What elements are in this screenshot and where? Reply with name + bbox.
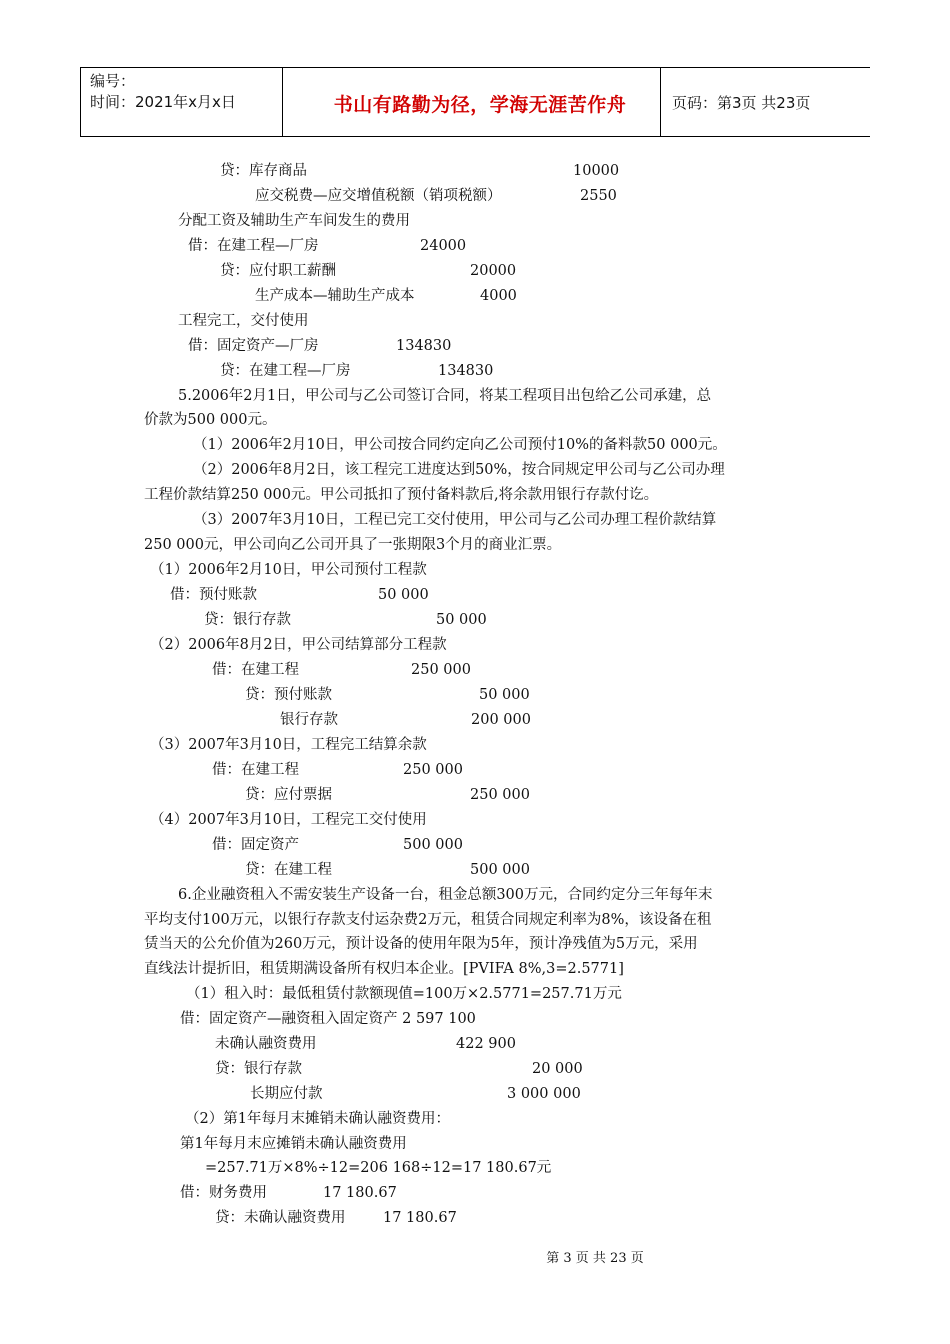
text-line: 应交税费—应交增值税额（销项税额） — [255, 188, 502, 204]
text-line: 工程完工，交付使用 — [178, 313, 309, 329]
text-line: （2）2006年8月2日，甲公司结算部分工程款 — [150, 637, 447, 653]
text-line: 贷：应付票据 — [245, 787, 332, 803]
text-line: 贷：银行存款 — [204, 612, 291, 628]
text-line: 平均支付100万元，以银行存款支付运杂费2万元，租赁合同规定利率为8%，该设备在租 — [144, 912, 712, 928]
text-line: 贷：预付账款 — [245, 687, 332, 703]
header-motto: 书山有路勤为径，学海无涯苦作舟 — [333, 94, 627, 116]
entry-amount: 200 000 — [471, 712, 531, 728]
entry-amount: 500 000 — [403, 837, 463, 853]
text-line: 5.2006年2月1日，甲公司与乙公司签订合同，将某工程项目出包给乙公司承建，总 — [178, 388, 712, 404]
text-line: 贷：在建工程 — [245, 862, 332, 878]
text-line: 贷：应付职工薪酬 — [220, 263, 336, 279]
text-line: 借：预付账款 — [170, 587, 257, 603]
text-line: 生产成本—辅助生产成本 — [255, 288, 415, 304]
time-label: 时间：2021年x月x日 — [90, 93, 236, 111]
text-line: （1）2006年2月10日，甲公司按合同约定向乙公司预付10%的备料款50 000元。 — [193, 437, 727, 453]
entry-amount: 2550 — [580, 188, 617, 204]
page-footer: 第 3 页 共 23 页 — [546, 1251, 644, 1266]
entry-amount: 10000 — [573, 163, 620, 179]
entry-amount: 134830 — [396, 338, 452, 354]
entry-amount: 50 000 — [378, 587, 429, 603]
entry-amount: 250 000 — [411, 662, 471, 678]
text-line: （3）2007年3月10日，工程已完工交付使用，甲公司与乙公司办理工程价款结算 — [193, 512, 717, 528]
entry-amount: 422 900 — [456, 1036, 516, 1052]
text-line: 借：在建工程 — [212, 662, 299, 678]
entry-amount: 20000 — [470, 263, 517, 279]
entry-amount: 20 000 — [532, 1061, 583, 1077]
text-line: 借：固定资产—融资租入固定资产 2 597 100 — [180, 1011, 476, 1027]
entry-amount: 17 180.67 — [323, 1185, 397, 1201]
text-line: 6.企业融资租入不需安装生产设备一台，租金总额300万元，合同约定分三年每年末 — [178, 887, 713, 903]
code-label: 编号： — [90, 72, 136, 90]
page-header — [80, 67, 870, 137]
entry-amount: 24000 — [420, 238, 467, 254]
text-line: 银行存款 — [280, 712, 338, 728]
entry-amount: 134830 — [438, 363, 494, 379]
header-page-info: 页码：第3页 共23页 — [672, 94, 811, 112]
text-line: 借：固定资产 — [212, 837, 299, 853]
text-line: 借：财务费用 — [180, 1185, 267, 1201]
entry-amount: 4000 — [480, 288, 517, 304]
text-line: 借：在建工程—厂房 — [188, 238, 319, 254]
entry-amount: 3 000 000 — [507, 1086, 581, 1102]
text-line: 直线法计提折旧，租赁期满设备所有权归本企业。[PVIFA 8%,3=2.5771] — [144, 961, 624, 977]
text-line: 借：在建工程 — [212, 762, 299, 778]
text-line: =257.71万×8%÷12=206 168÷12=17 180.67元 — [205, 1160, 552, 1176]
text-line: 贷：银行存款 — [215, 1061, 302, 1077]
text-line: 250 000元，甲公司向乙公司开具了一张期限3个月的商业汇票。 — [144, 537, 562, 553]
text-line: 未确认融资费用 — [215, 1036, 317, 1052]
header-meta — [90, 71, 236, 113]
text-line: 长期应付款 — [250, 1086, 323, 1102]
text-line: 贷：在建工程—厂房 — [220, 363, 351, 379]
text-line: （1）租入时：最低租赁付款额现值=100万×2.5771=257.71万元 — [186, 986, 622, 1002]
text-line: 工程价款结算250 000元。甲公司抵扣了预付备料款后,将余款用银行存款付讫。 — [144, 487, 659, 503]
text-line: 价款为500 000元。 — [144, 412, 277, 428]
text-line: （2）2006年8月2日，该工程完工进度达到50%，按合同规定甲公司与乙公司办理 — [193, 462, 725, 478]
text-line: （2）第1年每月末摊销未确认融资费用： — [185, 1111, 450, 1127]
text-line: 分配工资及辅助生产车间发生的费用 — [178, 213, 410, 229]
entry-amount: 17 180.67 — [383, 1210, 457, 1226]
text-line: 赁当天的公允价值为260万元，预计设备的使用年限为5年，预计净残值为5万元，采用 — [144, 936, 698, 952]
text-line: 贷：未确认融资费用 — [215, 1210, 346, 1226]
text-line: 第1年每月末应摊销未确认融资费用 — [180, 1136, 407, 1152]
text-line: 借：固定资产—厂房 — [188, 338, 319, 354]
text-line: （3）2007年3月10日，工程完工结算余款 — [150, 737, 427, 753]
entry-amount: 250 000 — [403, 762, 463, 778]
entry-amount: 50 000 — [479, 687, 530, 703]
entry-amount: 250 000 — [470, 787, 530, 803]
text-line: （1）2006年2月10日，甲公司预付工程款 — [150, 562, 427, 578]
entry-amount: 50 000 — [436, 612, 487, 628]
text-line: （4）2007年3月10日，工程完工交付使用 — [150, 812, 427, 828]
entry-amount: 500 000 — [470, 862, 530, 878]
text-line: 贷：库存商品 — [220, 163, 307, 179]
